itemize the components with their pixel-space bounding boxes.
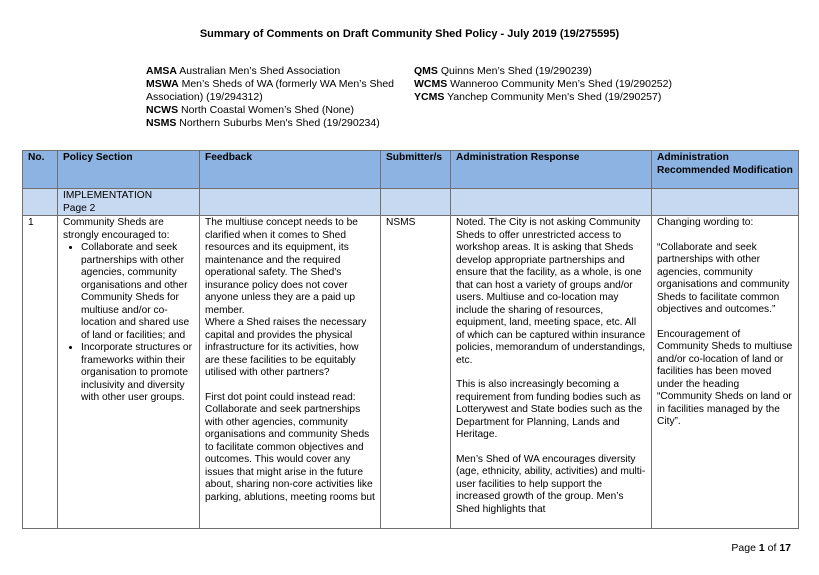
policy-bullet: • Collaborate and seek partnerships with other agencies, community organisations and other Community Sheds for multiuse and/or co-location and shared use of land or facilities; and [81, 242, 194, 342]
submitter: NSMS [386, 217, 416, 228]
abbreviation-item [146, 65, 396, 78]
row-number-cell [23, 216, 58, 529]
abbreviation-item [414, 65, 684, 78]
abbreviation-code: YCMS [414, 91, 445, 103]
feedback-paragraph: First dot point could instead read: Collaborate and seek partnerships with other agencies, community organisations and community Sheds to facilitate common objectives and outcomes. This would cover any issues that might arise in the future about, sharing non-core activities like parking, ablutions, meeting rooms but [205, 391, 375, 503]
modification-paragraph: “Collaborate and seek partnerships with other agencies, community organisations and community Sheds to facilitate common objectives and outcomes.” [657, 241, 790, 315]
abbreviation-text: Australian Men’s Shed Association [179, 65, 341, 77]
abbreviation-code: NCWS [146, 104, 179, 116]
abbreviation-text: Wanneroo Community Men’s Shed (19/290252) [450, 78, 672, 90]
abbreviation-text: Yanchep Community Men's Shed (19/290257) [447, 91, 662, 103]
feedback-cell [200, 216, 381, 529]
modification-paragraph: Encouragement of Community Sheds to multiuse and/or co-location of land or facilities has been moved under the heading “Community Sheds on land or in facilities managed by the City”. [657, 328, 793, 427]
response-paragraph: Men’s Shed of WA encourages diversity (age, ethnicity, ability, activities) and multi-user facilities to help support the increased growth of the group. Men’s Shed highlights that [456, 453, 646, 515]
policy-section-cell [58, 216, 200, 529]
section-page: Page 2 [63, 202, 96, 214]
abbreviation-code: WCMS [414, 78, 448, 90]
section-name: IMPLEMENTATION [63, 190, 153, 201]
abbreviation-text: North Coastal Women’s Shed (None) [181, 104, 354, 116]
abbreviations-left [146, 65, 396, 130]
of-word: of [767, 542, 777, 554]
abbreviation-code: NSMS [146, 117, 177, 129]
recommended-modification-cell [652, 216, 799, 529]
policy-bullet-list [63, 242, 194, 405]
column-header-recommended-modification: Administration Recommended Modification [652, 151, 799, 189]
modification-paragraph: Changing wording to: [657, 217, 754, 228]
section-empty-cell [451, 189, 652, 216]
column-header-feedback: Feedback [200, 151, 381, 189]
table-header-row [23, 151, 799, 189]
column-header-no: No. [23, 151, 58, 189]
response-paragraph: This is also increasingly becoming a requirement from funding bodies such as Lotterywest and State bodies such as the Department for Planning, Lands and Heritage. [456, 379, 643, 440]
current-page: 1 [758, 542, 765, 554]
response-paragraph: Noted. The City is not asking Community Sheds to offer unrestricted access to workshop areas. It is asking that Sheds develop appropriate partnerships and ensure that the facility, as a whole, is one that can host a variety of groups and/or users. Multiuse and co-location may include the sharing of resources, equipment, land, meeting space, etc. All of which can be captured within insurance policies, memorandum of understandings, etc. [456, 217, 646, 366]
section-title-cell [58, 189, 200, 216]
submitter-cell [381, 216, 451, 529]
page-number-footer [731, 542, 791, 554]
page-word: Page [731, 542, 756, 554]
abbreviation-code: MSWA [146, 78, 179, 90]
document-title: Summary of Comments on Draft Community Shed Policy - July 2019 (19/275595) [199, 28, 620, 40]
abbreviation-item [414, 78, 684, 91]
section-no-cell [23, 189, 58, 216]
policy-intro: Community Sheds are strongly encouraged to: [63, 217, 170, 241]
feedback-paragraph: The multiuse concept needs to be clarified when it comes to Shed resources and its equipment, its maintenance and the required operational safety. The Shed's insurance policy does not cover anyone unless they are a paid up member. [205, 217, 358, 316]
administration-response-cell [451, 216, 652, 529]
abbreviation-text: Quinns Men’s Shed (19/290239) [440, 65, 592, 77]
section-empty-cell [652, 189, 799, 216]
abbreviation-item [146, 78, 396, 104]
policy-bullet: • Incorporate structures or frameworks within their organisation to promote inclusivity and diversity with other user groups. [81, 342, 194, 405]
row-number: 1 [28, 217, 34, 228]
table-row [23, 216, 799, 529]
column-header-administration-response: Administration Response [451, 151, 652, 189]
abbreviation-code: QMS [414, 65, 438, 77]
section-empty-cell [381, 189, 451, 216]
abbreviation-code: AMSA [146, 65, 177, 77]
comments-table [22, 150, 799, 529]
abbreviations-right [414, 65, 684, 104]
column-header-submitters: Submitter/s [381, 151, 451, 189]
feedback-paragraph: Where a Shed raises the necessary capital and provides the physical infrastructure for its activities, how are these facilities to be equitably utilised with other partners? [205, 317, 367, 378]
section-empty-cell [200, 189, 381, 216]
section-row [23, 189, 799, 216]
abbreviation-item [146, 117, 396, 130]
abbreviation-text: Northern Suburbs Men's Shed (19/290234) [179, 117, 380, 129]
abbreviation-item [146, 104, 396, 117]
abbreviation-item [414, 91, 684, 104]
total-pages: 17 [779, 542, 791, 554]
column-header-policy-section: Policy Section [58, 151, 200, 189]
abbreviation-text: Men’s Sheds of WA (formerly WA Men’s Shed Association) (19/294312) [146, 78, 395, 103]
